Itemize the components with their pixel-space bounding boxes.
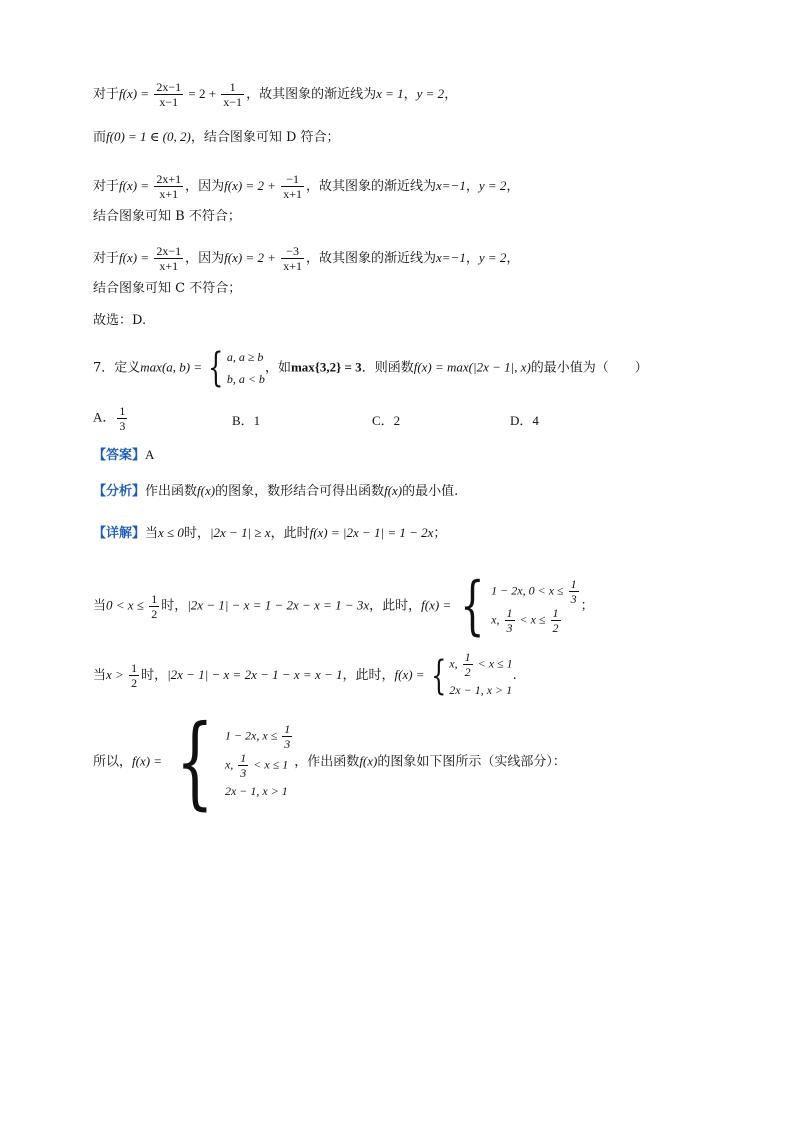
formula: x = 1 [376,86,404,101]
answer [93,446,154,465]
case [449,650,512,679]
formula: f(x) = max(|2x − 1|, x) [413,359,531,375]
formula: y = 2 [478,250,507,265]
formula: f(x) = [119,250,153,265]
formula: 0 < x ≤ [106,597,148,613]
text: ．则函数 [361,360,414,376]
numerator: 1 [570,577,577,591]
numerator: 2x−1 [156,244,182,258]
formula: |2x − 1| − x = 1 − 2x − x = 1 − 3x [187,597,370,613]
formula: f(x) = 2 + [224,178,280,193]
left-brace: { [208,345,224,391]
formula: f(x) = |2x − 1| = 1 − 2x [309,525,434,540]
formula: f(x) [384,483,403,498]
text: 对于 [93,179,120,194]
text: ，此时， [342,668,395,683]
numerator: 2x−1 [156,80,182,94]
case-text: < x ≤ [516,612,549,627]
formula: f(x) = [132,753,166,769]
text: 时， [141,668,168,683]
formula: f(x) = [119,86,153,101]
option-a [93,404,129,433]
numerator: −3 [281,244,304,259]
text: . [512,668,517,683]
denominator: x+1 [283,187,302,201]
cases [491,577,580,635]
case: 2x − 1, x > 1 [224,784,288,798]
fraction [238,751,248,780]
numerator: 1 [151,591,158,606]
case-text: < x ≤ 1 [474,656,513,671]
text: ， [444,87,458,102]
fraction [281,244,304,273]
numerator: −1 [281,172,304,187]
numerator: 2x+1 [156,172,182,186]
case [491,606,580,635]
formula: |2x − 1| − x = 2x − 1 − x = x − 1 [167,667,343,682]
fraction [154,172,183,201]
denominator: x−1 [223,95,243,109]
case-text: 1 − 2x, 0 < x ≤ [491,583,567,598]
fraction [221,80,244,109]
fraction [154,244,183,273]
fraction [149,592,159,621]
left-brace: { [176,703,215,820]
question-7 [93,346,648,390]
formula: x=−1 [436,178,466,193]
text: ，结合图象可知 D 符合； [190,130,340,145]
line-3 [93,172,519,201]
formula: max(a, b) = [140,359,206,375]
text: ，此时 [270,526,310,541]
text: 的最小值. [402,484,459,499]
case [491,577,580,606]
text: ，如 [264,360,291,376]
text: ，因为 [185,251,225,266]
text: 当 [93,668,107,683]
detail-tag: 【详解】 [93,526,146,541]
formula: = 2 + [185,86,220,101]
numerator: 1 [240,751,247,765]
line-7 [93,312,146,330]
case-text: x, [449,656,461,671]
text: ，故其图象的渐近线为 [306,251,437,266]
case-text: 1 − 2x, x ≤ [224,728,281,743]
formula: f(x) [359,753,378,769]
formula: x=−1 [436,250,466,265]
text: ，此时， [369,598,422,614]
numerator: 1 [506,606,513,620]
text: 而 [93,130,107,145]
text: 对于 [93,87,120,102]
text: 当 [93,598,107,614]
detail-line-3 [93,650,517,701]
option-b: B．1 [232,413,261,428]
left-brace: { [430,652,447,699]
denominator: 3 [119,419,126,433]
fraction [117,404,127,433]
denominator: x+1 [159,187,179,201]
numerator: 1 [284,722,291,736]
case [225,751,294,780]
fraction [154,80,183,109]
answer-value: A [145,447,155,462]
fraction [505,606,515,635]
numerator: 1 [119,404,126,418]
formula: y = 2 [478,178,507,193]
numerator: 1 [552,606,559,620]
text: ， [506,251,520,266]
detail-line-1 [93,524,446,543]
case: a, a ≥ b [226,350,264,364]
cases [227,346,265,390]
text: 作出函数 [145,484,198,499]
text: ， [465,251,479,266]
formula: max{3,2} = 3 [290,359,362,375]
denominator: 3 [570,592,577,606]
denominator: 2 [131,676,138,690]
fraction [569,577,579,606]
text: ， [465,179,479,194]
line-4 [93,208,241,226]
denominator: 3 [506,621,513,635]
text: ，故其图象的渐近线为 [306,179,437,194]
text: 结合图象可知 C 不符合； [93,281,242,296]
line-5 [93,244,519,273]
text: 的图象如下图所示（实线部分）： [377,754,566,770]
text: 的最小值为（ ） [530,360,648,376]
denominator: 2 [151,606,158,621]
formula: x > [106,667,128,682]
text: 对于 [93,251,120,266]
case-text: x, [491,612,503,627]
text: 所以， [93,754,133,770]
case: 2x − 1, x > 1 [449,683,513,697]
text: ，作出函数 [294,754,360,770]
fraction [551,606,561,635]
formula: f(x) = 2 + [224,250,280,265]
question-number: 7．定义 [93,360,141,376]
case [225,722,294,751]
denominator: 3 [240,766,247,780]
formula: f(x) [197,483,216,498]
answer-tag: 【答案】 [93,448,146,463]
analysis-tag: 【分析】 [93,484,146,499]
line-6 [93,280,241,298]
text: ； [580,598,594,614]
detail-line-2 [93,569,594,643]
analysis [93,482,458,501]
numerator: 1 [221,80,244,95]
line-2 [93,128,340,147]
fraction [463,650,473,679]
cases [449,650,512,701]
option-d: D．4 [510,413,539,428]
text: 故选：D. [93,313,147,328]
fraction [281,172,304,201]
denominator: x+1 [159,259,179,273]
text: 时， [183,526,210,541]
text: 时， [161,598,188,614]
text: 当 [145,526,159,541]
formula: f(x) = [119,178,153,193]
option-label: A． [93,409,116,425]
text: 的图象，数形结合可得出函数 [215,484,385,499]
text: ； [433,526,447,541]
detail-line-4 [93,703,566,820]
fraction [282,722,292,751]
case-text: x, [224,757,237,772]
left-brace: { [460,569,486,643]
formula: f(x) = [394,667,428,682]
formula: y = 2 [416,86,445,101]
denominator: x+1 [283,259,302,273]
text: ， [506,179,520,194]
formula: f(0) = 1 ∈ (0, 2) [106,129,191,144]
text: ，故其图象的渐近线为 [246,87,377,102]
formula: f(x) = [421,597,455,613]
denominator: 2 [552,621,559,635]
formula: x ≤ 0 [158,525,184,540]
option-c: C．2 [372,413,401,428]
text: 结合图象可知 B 不符合； [93,209,241,224]
text: ，因为 [185,179,225,194]
line-1 [93,80,457,109]
denominator: x−1 [159,95,179,109]
cases [225,722,294,802]
denominator: 3 [284,737,291,751]
fraction [129,661,139,690]
formula: |2x − 1| ≥ x [209,525,271,540]
numerator: 1 [131,661,138,675]
numerator: 1 [464,650,471,664]
text: ， [403,87,417,102]
case: b, a < b [226,372,265,386]
denominator: 2 [464,665,471,679]
case-text: < x ≤ 1 [250,757,289,772]
